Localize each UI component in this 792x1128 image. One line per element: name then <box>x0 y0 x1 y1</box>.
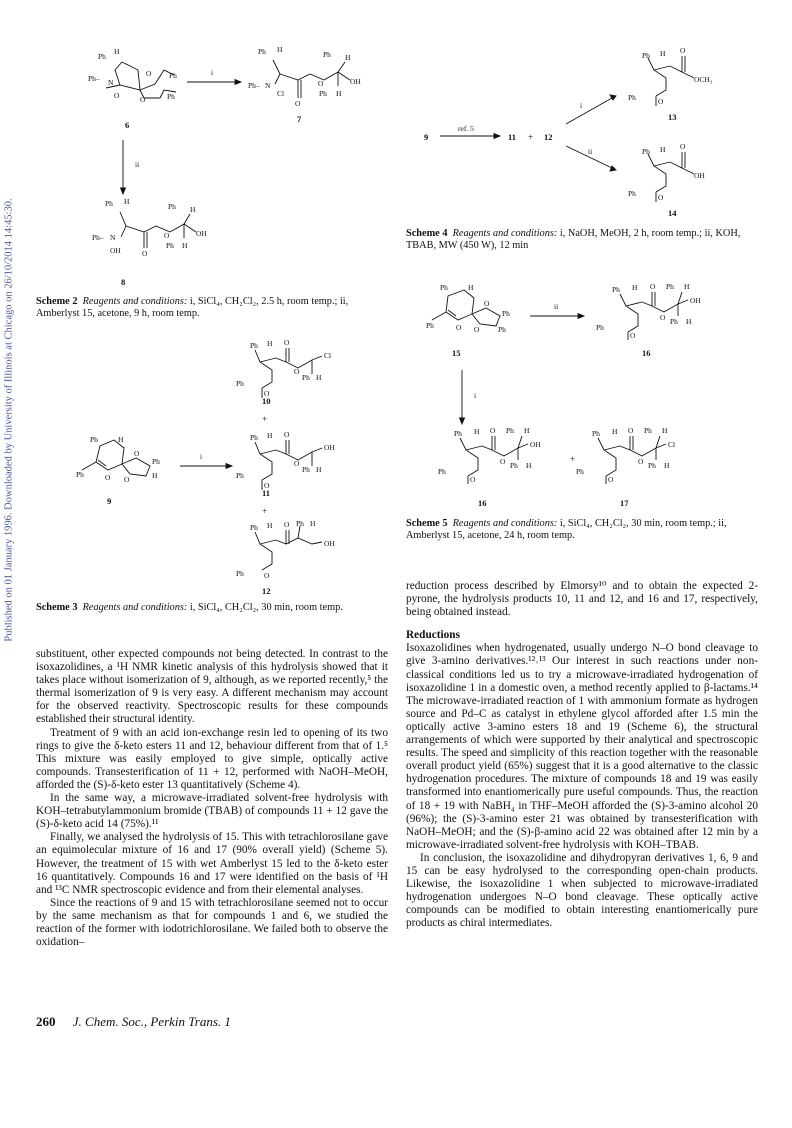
s2-step-ii: ii <box>135 160 140 169</box>
svg-text:O: O <box>264 571 270 580</box>
left-paragraph-1: substituent, other expected compounds not being detected. In contrast to the isoxazolidines, a ¹H NMR kinetic analysis of this hydrolysis showed that it takes place without isomerization of 9, although, as we reported recently,⁵ the thermal isomerization of 9 is very easy. A different mechanism may account for the observed reactivity. Spectroscopic results for these compounds established their structural identity. <box>36 648 388 726</box>
s5-plus: + <box>570 454 576 464</box>
compound-16-structure-top <box>596 282 701 340</box>
svg-text:Ph: Ph <box>167 92 175 101</box>
download-watermark-text: Published on 01 January 1996. Downloaded by University of Illinois at Chicago on 26/10/2014 14:45:30. <box>3 198 15 642</box>
svg-text:O: O <box>164 231 170 240</box>
svg-text:Ph: Ph <box>250 523 258 532</box>
svg-text:Ph: Ph <box>506 426 514 435</box>
svg-text:Ph: Ph <box>426 321 434 330</box>
svg-text:O: O <box>474 325 480 334</box>
svg-text:O: O <box>124 475 130 484</box>
svg-text:Cl: Cl <box>324 351 332 360</box>
svg-text:O: O <box>114 91 120 100</box>
scheme-2-caption: Scheme 2 Reagents and conditions: i, SiCl₄, CH₂Cl₂, 2.5 h, room temp.; ii, Amberlyst 15, acetone, 9 h, room temp. <box>36 296 349 319</box>
s2-step-i: i <box>211 68 214 77</box>
right-column-text <box>406 580 758 930</box>
svg-text:Cl: Cl <box>668 440 676 449</box>
s3-step-i: i <box>200 452 203 461</box>
svg-text:Ph: Ph <box>592 429 600 438</box>
svg-text:Ph: Ph <box>596 323 604 332</box>
compound-7-structure <box>248 45 361 108</box>
page-number: 260 <box>36 1014 56 1029</box>
svg-text:Ph: Ph <box>236 471 244 480</box>
svg-text:O: O <box>146 69 152 78</box>
s4-compound-9: 9 <box>424 132 429 142</box>
svg-text:Ph: Ph <box>642 51 650 60</box>
svg-text:Ph: Ph <box>250 433 258 442</box>
svg-text:O: O <box>658 97 664 106</box>
svg-text:H: H <box>118 435 124 444</box>
svg-text:Ph: Ph <box>302 373 310 382</box>
svg-text:O: O <box>630 331 636 340</box>
svg-text:H: H <box>277 45 283 54</box>
svg-text:OH: OH <box>530 440 541 449</box>
svg-text:H: H <box>267 521 273 530</box>
svg-text:O: O <box>140 95 146 104</box>
scheme-3-caption: Scheme 3 Reagents and conditions: i, SiCl₄, CH₂Cl₂, 30 min, room temp. <box>36 602 343 613</box>
s4-compound-12: 12 <box>544 132 553 142</box>
svg-text:OH: OH <box>694 171 705 180</box>
svg-text:Ph: Ph <box>510 461 518 470</box>
compound-6-structure <box>88 47 177 104</box>
svg-text:O: O <box>658 193 664 202</box>
svg-text:Ph: Ph <box>502 309 510 318</box>
svg-text:Ph: Ph <box>319 89 327 98</box>
svg-text:Ph–: Ph– <box>248 81 260 90</box>
svg-text:Ph: Ph <box>90 435 98 444</box>
svg-text:Ph: Ph <box>628 189 636 198</box>
s5-step-i: i <box>474 391 477 400</box>
compound-16-label-top: 16 <box>642 348 651 358</box>
svg-text:N: N <box>108 78 114 87</box>
svg-text:O: O <box>490 426 496 435</box>
svg-text:Ph: Ph <box>628 93 636 102</box>
scheme-4-drawing <box>420 36 760 220</box>
left-column-text <box>36 648 388 949</box>
svg-text:Ph: Ph <box>642 147 650 156</box>
svg-text:H: H <box>662 426 668 435</box>
svg-text:O: O <box>134 449 140 458</box>
compound-12-structure <box>236 519 335 580</box>
svg-text:Ph: Ph <box>438 467 446 476</box>
left-paragraph-5: Since the reactions of 9 and 15 with tetrachlorosilane seemed not to occur by the same mechanism as that for compounds 1 and 6, we studied the reaction of the former with iodotrichlorosilane. We failed both to observe the oxidation– <box>36 896 388 949</box>
svg-text:H: H <box>345 53 351 62</box>
compound-16-structure-bottom <box>438 426 541 484</box>
svg-text:O: O <box>470 475 476 484</box>
svg-text:H: H <box>182 241 188 250</box>
svg-text:Ph: Ph <box>152 457 160 466</box>
compound-13-label: 13 <box>668 112 677 122</box>
svg-text:Ph: Ph <box>498 325 506 334</box>
compound-8-label: 8 <box>121 277 126 287</box>
svg-text:Ph–: Ph– <box>88 74 100 83</box>
svg-text:Ph: Ph <box>296 519 304 528</box>
right-paragraph-2: Isoxazolidines when hydrogenated, usually undergo N–O bond cleavage to give 3-amino derivatives.¹²˒¹³ Our interest in such reactions under non-classical conditions led us to try a microwave-irradiated hydrogenation of isoxazolidine 1 in a domestic oven, a method recently applied to β-lactams.¹⁴ The microwave-irradiated reaction of 1 with ammonium formate as hydrogen source and Pd–C as catalyst in ethylene glycol afforded after 1.5 min the optically active 3-amino esters 18 and 19 (Scheme 6), the structural arrangements of which were supported by their analytical and spectroscopic results. The speed and simplicity of this reaction together with the reasonable overall product yield (65%) suggest that it is a good alternative to the classic hydrogenation procedures. The mixture of compounds 18 and 19 was easily transformed into enantiomerically pure useful compounds. Thus, the reaction of 18 + 19 with NaBH₄ in THF–MeOH afforded the (S)-3-amino alcohol 20 (96%); the (S)-3-amino ester 21 was obtained by transesterification with NaOH–MeOH; and the (S)-β-amino acid 22 was obtained after 12 min by a microwave-irradiated solvent-free hydrolysis with KOH–TBAB. <box>406 642 758 851</box>
compound-15-label: 15 <box>452 348 461 358</box>
compound-11-label: 11 <box>262 488 271 498</box>
svg-text:O: O <box>142 249 148 258</box>
svg-text:OH: OH <box>690 296 701 305</box>
svg-text:H: H <box>310 519 316 528</box>
svg-text:H: H <box>612 427 618 436</box>
svg-text:OH: OH <box>324 443 335 452</box>
svg-text:O: O <box>294 459 300 468</box>
svg-text:OH: OH <box>196 229 207 238</box>
svg-text:Ph: Ph <box>258 47 266 56</box>
svg-text:O: O <box>294 367 300 376</box>
journal-name: J. Chem. Soc., Perkin Trans. 1 <box>72 1014 231 1029</box>
compound-14-label: 14 <box>668 208 677 218</box>
svg-text:H: H <box>526 461 532 470</box>
svg-text:Ph: Ph <box>576 467 584 476</box>
svg-text:O: O <box>284 338 290 347</box>
svg-text:Ph: Ph <box>670 317 678 326</box>
compound-9-label: 9 <box>107 496 112 506</box>
svg-text:O: O <box>484 299 490 308</box>
svg-text:Ph: Ph <box>168 202 176 211</box>
svg-text:O: O <box>680 46 686 55</box>
svg-text:H: H <box>190 205 196 214</box>
scheme-5-caption: Scheme 5 Reagents and conditions: i, SiCl₄, CH₂Cl₂, 30 min, room temp.; ii, Amberlyst 15, acetone, 24 h, room temp. <box>406 518 727 541</box>
svg-text:Ph: Ph <box>644 426 652 435</box>
page-footer <box>36 1014 231 1030</box>
svg-text:O: O <box>284 520 290 529</box>
compound-9-structure <box>76 435 160 484</box>
svg-text:H: H <box>660 145 666 154</box>
s4-compound-11: 11 <box>508 132 517 142</box>
svg-text:O: O <box>295 99 301 108</box>
svg-text:Ph: Ph <box>648 461 656 470</box>
svg-text:Ph: Ph <box>98 52 106 61</box>
right-paragraph-3: In conclusion, the isoxazolidine and dihydropyran derivatives 1, 6, 9 and 15 can be easy hydrolysed to the corresponding open-chain products. Likewise, the isoxazolidine 1 when subjected to microwave-irradiated hydrogenation undergoes N–O bond cleavage. These optically active compounds can be modified to obtain interesting enantiomerically pure products as chiral intermediates. <box>406 851 758 930</box>
svg-text:Ph: Ph <box>302 465 310 474</box>
s4-step-ii: ii <box>588 147 593 156</box>
s4-ref: ref. 5 <box>458 124 474 133</box>
scheme-2-drawing <box>80 40 380 290</box>
svg-text:O: O <box>628 426 634 435</box>
left-paragraph-2: Treatment of 9 with an acid ion-exchange resin led to opening of its two rings to give the δ-keto esters 11 and 12, behaviour different from that of 1.⁵ This mixture was easily employed to give simple, optically active compounds. Transesterification of 11 + 12, performed with NaOH–MeOH, afforded the (S)-δ-keto ester 13 quantitatively (Scheme 4). <box>36 726 388 791</box>
svg-text:O: O <box>105 473 111 482</box>
svg-text:H: H <box>124 197 130 206</box>
compound-7-label: 7 <box>297 114 302 124</box>
svg-text:H: H <box>684 282 690 291</box>
compound-6-label: 6 <box>125 120 130 130</box>
svg-text:Ph: Ph <box>76 470 84 479</box>
svg-text:H: H <box>686 317 692 326</box>
svg-text:O: O <box>284 430 290 439</box>
svg-text:Ph: Ph <box>169 71 177 80</box>
compound-15-structure <box>426 283 510 334</box>
s5-step-ii: ii <box>554 302 559 311</box>
svg-text:Ph: Ph <box>666 282 674 291</box>
svg-text:H: H <box>664 461 670 470</box>
compound-12-label: 12 <box>262 586 271 596</box>
scheme-3-drawing <box>60 336 380 598</box>
svg-text:O: O <box>680 142 686 151</box>
compound-17-structure <box>576 426 675 484</box>
svg-text:H: H <box>660 49 666 58</box>
compound-16-label-bottom: 16 <box>478 498 487 508</box>
svg-text:OH: OH <box>350 77 361 86</box>
svg-text:Ph: Ph <box>612 285 620 294</box>
svg-text:Ph: Ph <box>440 283 448 292</box>
svg-text:H: H <box>152 471 158 480</box>
svg-text:Ph: Ph <box>250 341 258 350</box>
compound-10-label: 10 <box>262 396 271 406</box>
svg-text:H: H <box>316 373 322 382</box>
svg-text:H: H <box>336 89 342 98</box>
section-heading-reductions: Reductions <box>406 629 460 642</box>
svg-text:Ph: Ph <box>323 50 331 59</box>
compound-10-structure <box>236 338 331 398</box>
svg-text:O: O <box>456 323 462 332</box>
svg-text:O: O <box>608 475 614 484</box>
svg-text:Ph: Ph <box>105 199 113 208</box>
right-paragraph-1: reduction process described by Elmorsy¹⁰ and to obtain the expected 2-pyrone, the hydrolysis products 10, 11 and 12, and 16 and 17, respectively, being obtained instead. <box>406 580 758 619</box>
svg-text:Ph–: Ph– <box>92 233 104 242</box>
s4-step-i: i <box>580 101 583 110</box>
svg-text:H: H <box>267 431 273 440</box>
svg-text:H: H <box>114 47 120 56</box>
svg-text:O: O <box>650 282 656 291</box>
svg-text:H: H <box>474 427 480 436</box>
left-paragraph-3: In the same way, a microwave-irradiated solvent-free hydrolysis with KOH–tetrabutylammonium bromide (TBAB) of compounds 11 + 12 gave the (S)-δ-keto acid 14 (75%).¹¹ <box>36 792 388 831</box>
compound-13-structure <box>628 46 713 106</box>
svg-text:Ph: Ph <box>236 379 244 388</box>
svg-text:H: H <box>316 465 322 474</box>
svg-text:H: H <box>632 283 638 292</box>
compound-14-structure <box>628 142 705 202</box>
svg-text:N: N <box>265 81 271 90</box>
left-paragraph-4: Finally, we analysed the hydrolysis of 15. This with tetrachlorosilane gave an equimolecular mixture of 16 and 17 (90% overall yield) (Scheme 5). However, the treatment of 15 with wet Amberlyst 15 led to the δ-keto ester 16 quantitatively. Compounds 16 and 17 were identified on the basis of ¹H and ¹³C NMR spectroscopic evidence and from their elemental analyses. <box>36 831 388 896</box>
compound-17-label: 17 <box>620 498 629 508</box>
s3-plus-2: + <box>262 506 268 516</box>
svg-text:O: O <box>500 457 506 466</box>
svg-text:O: O <box>264 481 270 490</box>
svg-text:H: H <box>524 426 530 435</box>
svg-text:O: O <box>318 79 324 88</box>
svg-text:H: H <box>468 283 474 292</box>
svg-text:O: O <box>638 457 644 466</box>
svg-text:O: O <box>264 389 270 398</box>
svg-text:H: H <box>267 339 273 348</box>
svg-text:Cl: Cl <box>277 89 285 98</box>
download-watermark <box>2 150 16 690</box>
scheme-5-drawing <box>420 276 760 512</box>
compound-8-structure <box>92 197 207 258</box>
svg-text:Ph: Ph <box>236 569 244 578</box>
compound-11-structure <box>236 430 335 490</box>
svg-text:OCH₃: OCH₃ <box>694 75 713 84</box>
svg-text:O: O <box>660 313 666 322</box>
s3-plus-1: + <box>262 414 268 424</box>
svg-text:Ph: Ph <box>454 429 462 438</box>
svg-text:OH: OH <box>110 246 121 255</box>
scheme-4-caption: Scheme 4 Reagents and conditions: i, NaOH, MeOH, 2 h, room temp.; ii, KOH, TBAB, MW (450 W), 12 min <box>406 228 741 251</box>
svg-text:OH: OH <box>324 539 335 548</box>
svg-text:N: N <box>110 233 116 242</box>
svg-text:Ph: Ph <box>166 241 174 250</box>
s4-plus: + <box>528 132 534 142</box>
